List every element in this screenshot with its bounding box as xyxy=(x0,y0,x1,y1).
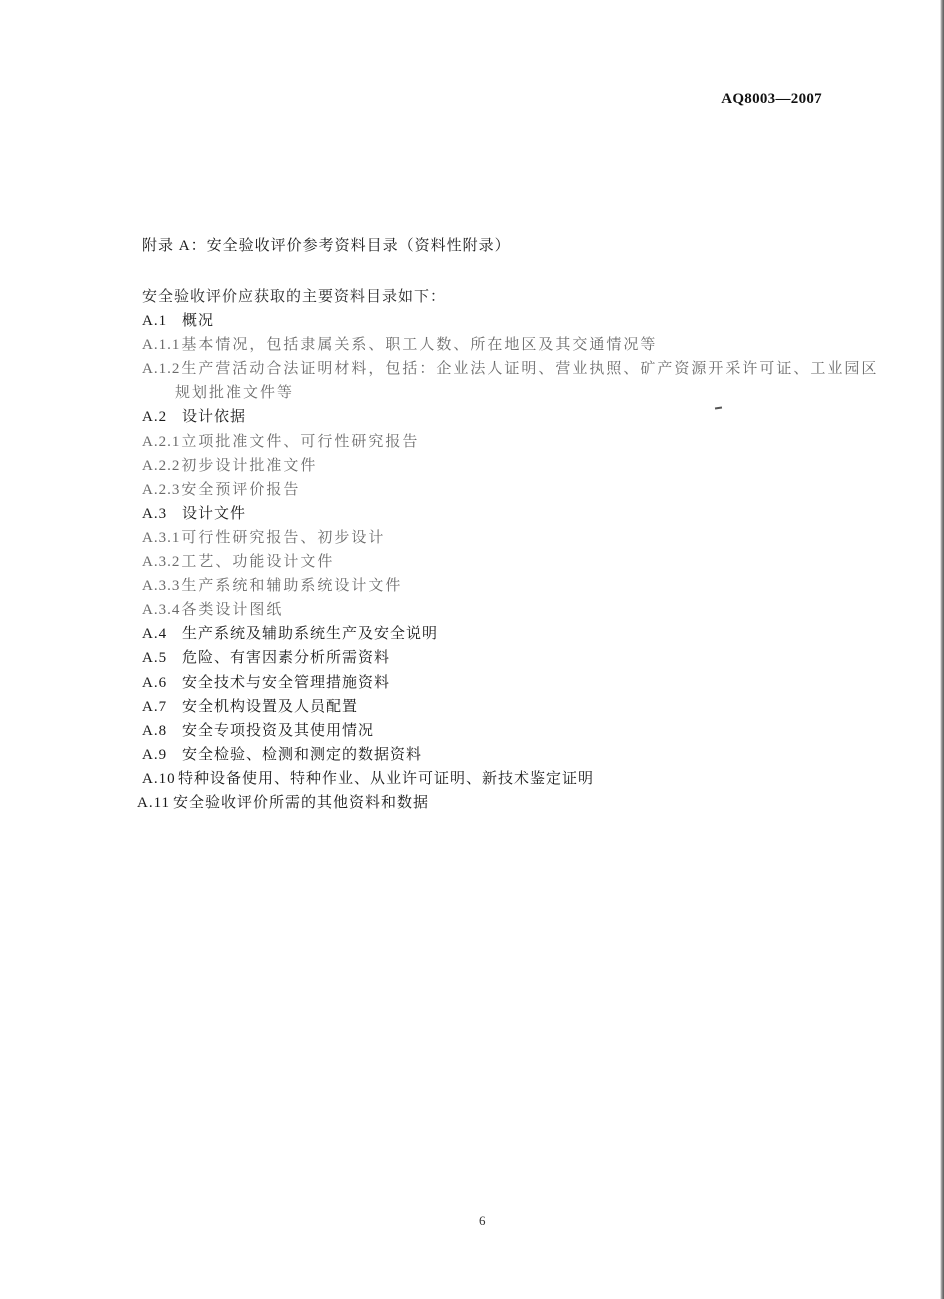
section-a1 xyxy=(142,309,862,333)
section-label: A.8 xyxy=(142,722,168,739)
page-number: 6 xyxy=(479,1213,486,1228)
section-a3 xyxy=(142,502,862,526)
section-a10 xyxy=(142,767,862,791)
subsection-label: A.1.2 xyxy=(142,361,181,378)
subsection-a2-1 xyxy=(142,430,862,454)
section-title: 安全检验、检测和测定的数据资料 xyxy=(182,746,423,763)
scan-edge-border xyxy=(940,0,944,1299)
subsection-label: A.3.4 xyxy=(142,602,181,619)
section-a5 xyxy=(142,646,862,670)
section-label: A.6 xyxy=(142,674,168,691)
section-title: 设计依据 xyxy=(182,409,247,426)
appendix-title: 附录 A：安全验收评价参考资料目录（资料性附录） xyxy=(142,238,511,254)
section-title: 安全技术与安全管理措施资料 xyxy=(182,674,391,691)
section-title: 概况 xyxy=(182,313,215,330)
section-title: 设计文件 xyxy=(182,505,247,522)
material-catalog xyxy=(137,285,879,815)
section-title: 生产系统及辅助系统生产及安全说明 xyxy=(182,626,439,643)
section-label: A.4 xyxy=(142,626,168,643)
subsection-a3-1 xyxy=(142,526,862,550)
section-title: 特种设备使用、特种作业、从业许可证明、新技术鉴定证明 xyxy=(178,770,595,787)
section-title: 危险、有害因素分析所需资料 xyxy=(182,650,391,667)
subsection-text: 各类设计图纸 xyxy=(181,602,284,619)
subsection-text: 基本情况，包括隶属关系、职工人数、所在地区及其交通情况等 xyxy=(181,337,658,354)
subsection-text: 生产系统和辅助系统设计文件 xyxy=(181,578,403,595)
section-label: A.7 xyxy=(142,698,168,715)
section-label: A.3 xyxy=(142,505,168,522)
section-a11 xyxy=(137,791,862,815)
subsection-label: A.2.2 xyxy=(142,457,181,474)
section-a6 xyxy=(142,671,862,695)
section-label: A.2 xyxy=(142,409,168,426)
section-label: A.5 xyxy=(142,650,168,667)
section-title: 安全机构设置及人员配置 xyxy=(182,698,359,715)
subsection-label: A.2.3 xyxy=(142,481,181,498)
subsection-label: A.3.3 xyxy=(142,578,181,595)
section-a9 xyxy=(142,743,862,767)
subsection-text: 可行性研究报告、初步设计 xyxy=(181,529,386,546)
document-code: AQ8003—2007 xyxy=(721,91,822,107)
subsection-a1-2-continuation: 规划批准文件等 xyxy=(175,385,295,402)
section-label: A.10 xyxy=(142,770,176,787)
subsection-label: A.3.2 xyxy=(142,554,181,571)
catalog-intro: 安全验收评价应获取的主要资料目录如下： xyxy=(142,289,447,305)
subsection-a2-2 xyxy=(142,454,862,478)
subsection-a1-2 xyxy=(142,357,879,381)
section-a8 xyxy=(142,719,862,743)
subsection-label: A.2.1 xyxy=(142,433,181,450)
section-a4 xyxy=(142,622,862,646)
section-label: A.9 xyxy=(142,746,168,763)
subsection-a3-4 xyxy=(142,598,862,622)
section-title: 安全验收评价所需的其他资料和数据 xyxy=(173,794,430,811)
subsection-label: A.3.1 xyxy=(142,529,181,546)
section-title: 安全专项投资及其使用情况 xyxy=(182,722,375,739)
subsection-text: 安全预评价报告 xyxy=(181,481,301,498)
section-a7 xyxy=(142,695,862,719)
subsection-text: 立项批准文件、可行性研究报告 xyxy=(181,433,420,450)
subsection-a3-2 xyxy=(142,550,862,574)
subsection-label: A.1.1 xyxy=(142,337,181,354)
section-label: A.1 xyxy=(142,313,168,330)
subsection-a3-3 xyxy=(142,574,862,598)
subsection-text: 生产营活动合法证明材料，包括：企业法人证明、营业执照、矿产资源开采许可证、工业园区 xyxy=(181,361,879,378)
section-a2 xyxy=(142,405,862,429)
subsection-text: 工艺、功能设计文件 xyxy=(181,554,335,571)
section-label: A.11 xyxy=(137,794,171,811)
subsection-a1-1 xyxy=(142,333,862,357)
subsection-text: 初步设计批准文件 xyxy=(181,457,318,474)
subsection-a2-3 xyxy=(142,478,862,502)
